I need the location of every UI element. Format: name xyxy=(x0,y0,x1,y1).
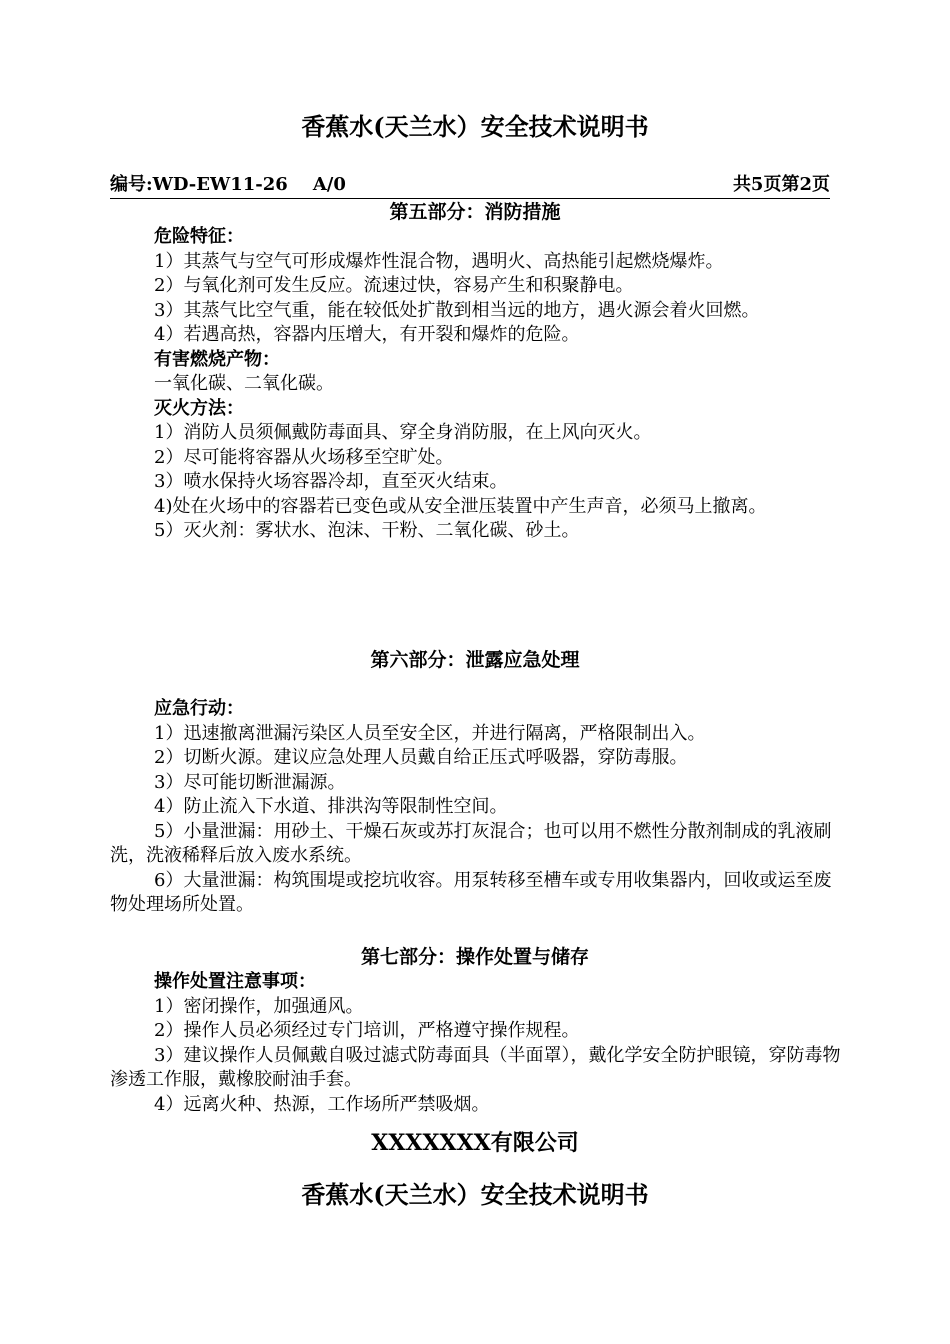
products-text: 一氧化碳、二氧化碳。 xyxy=(154,373,334,394)
notes-item: 4）远离火种、热源，工作场所严禁吸烟。 xyxy=(154,1093,490,1115)
method-item: 2）尽可能将容器从火场移至空旷处。 xyxy=(154,446,454,468)
notes-item: 2）操作人员必须经过专门培训，严格遵守操作规程。 xyxy=(154,1020,580,1041)
company-name: XXXXXXX有限公司 xyxy=(371,1130,579,1156)
section-5-title: 第五部分：消防措施 xyxy=(389,201,561,223)
method-item: 4)处在火场中的容器若已变色或从安全泄压装置中产生声音，必须马上撤离。 xyxy=(154,495,767,517)
section-7-title: 第七部分：操作处置与储存 xyxy=(360,946,589,968)
section-6-body xyxy=(110,697,845,918)
page-count: 共5页第2页 xyxy=(732,174,830,195)
document-number: 编号:WD-EW11-26 A/0 xyxy=(110,174,346,195)
notes-item: 3）建议操作人员佩戴自吸过滤式防毒面具（半面罩），戴化学安全防护眼镜，穿防毒物渗透工作服，戴橡胶耐油手套。 xyxy=(110,1044,841,1090)
hazard-item: 2）与氧化剂可发生反应。流速过快，容易产生和积聚静电。 xyxy=(154,275,634,296)
section-7-body xyxy=(110,970,845,1117)
notes-item: 1）密闭操作，加强通风。 xyxy=(154,995,364,1017)
hazard-heading: 危险特征： xyxy=(154,226,244,247)
document-title: 香蕉水(天兰水）安全技术说明书 xyxy=(301,112,649,141)
next-document-title: 香蕉水(天兰水）安全技术说明书 xyxy=(301,1180,649,1209)
hazard-item: 3）其蒸气比空气重，能在较低处扩散到相当远的地方，遇火源会着火回燃。 xyxy=(154,299,760,321)
section-6-title: 第六部分：泄露应急处理 xyxy=(370,649,580,671)
action-item: 5）小量泄漏：用砂土、干燥石灰或苏打灰混合；也可以用不燃性分散剂制成的乳液刷洗，洗液稀释后放入废水系统。 xyxy=(110,820,832,866)
method-item: 5）灭火剂：雾状水、泡沫、干粉、二氧化碳、砂土。 xyxy=(154,520,580,541)
action-item: 2）切断火源。建议应急处理人员戴自给正压式呼吸器，穿防毒服。 xyxy=(154,747,688,768)
action-item: 4）防止流入下水道、排洪沟等限制性空间。 xyxy=(154,796,508,817)
document-header xyxy=(110,172,830,199)
action-heading: 应急行动： xyxy=(154,698,244,719)
method-item: 3）喷水保持火场容器冷却，直至灭火结束。 xyxy=(154,471,508,492)
notes-heading: 操作处置注意事项： xyxy=(154,971,316,992)
section-5-body xyxy=(110,225,845,544)
products-heading: 有害燃烧产物： xyxy=(154,348,280,370)
method-item: 1）消防人员须佩戴防毒面具、穿全身消防服，在上风向灭火。 xyxy=(154,422,652,443)
action-item: 1）迅速撤离泄漏污染区人员至安全区，并进行隔离，严格限制出入。 xyxy=(154,722,706,744)
action-item: 3）尽可能切断泄漏源。 xyxy=(154,771,346,793)
method-heading: 灭火方法： xyxy=(154,397,244,419)
hazard-item: 1）其蒸气与空气可形成爆炸性混合物，遇明火、高热能引起燃烧爆炸。 xyxy=(154,250,724,272)
action-item: 6）大量泄漏：构筑围堤或挖坑收容。用泵转移至槽车或专用收集器内，回收或运至废物处理场所处置。 xyxy=(110,869,832,915)
hazard-item: 4）若遇高热，容器内压增大，有开裂和爆炸的危险。 xyxy=(154,324,580,345)
